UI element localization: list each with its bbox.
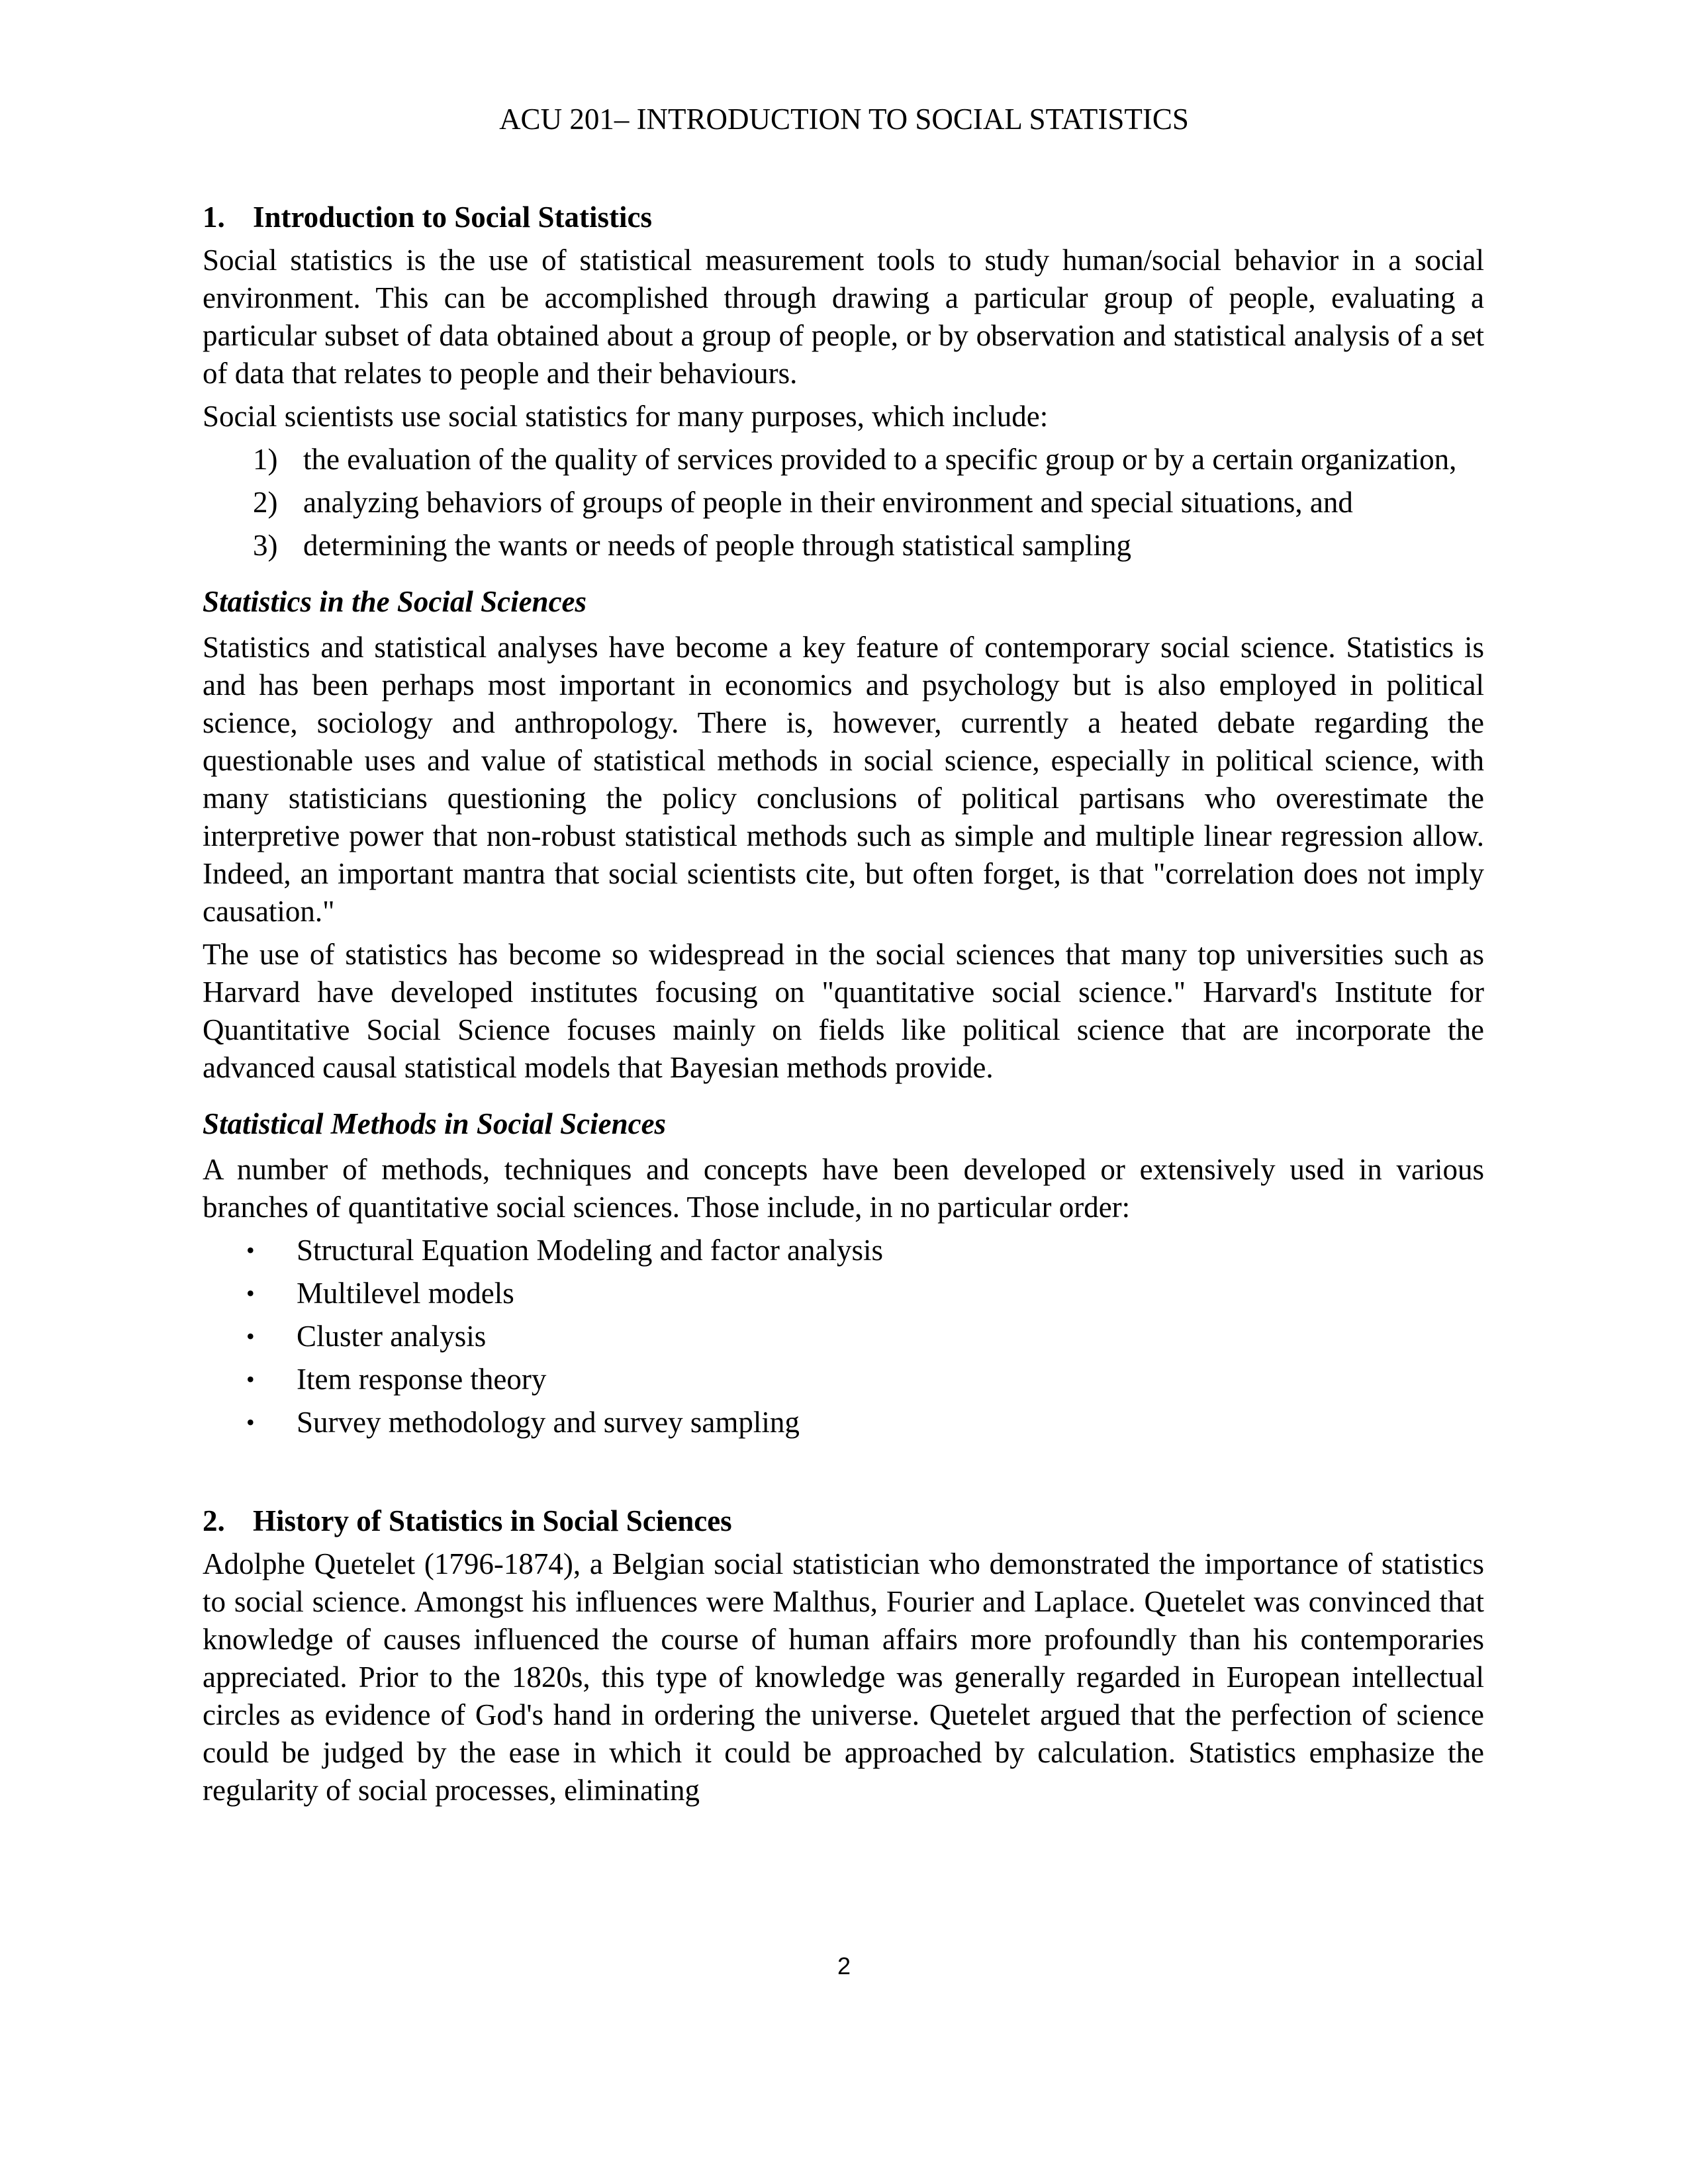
list-item (203, 527, 1484, 565)
list-item (203, 441, 1484, 478)
list-marker: 1) (253, 443, 278, 476)
section-1-intro-paragraph: Social statistics is the use of statistical measurement tools to study human/social behavior in a social environment. This can be accomplished through drawing a particular group of people, evaluating a particular subset of data obtained about a group of people, or by observation and statistical analysis of a set of data that relates to people and their behaviours. (203, 244, 1484, 390)
stats-in-social-sciences-paragraph-2: The use of statistics has become so widespread in the social sciences that many top universities such as Harvard have developed institutes focusing on "quantitative social science." Harvard's Institute for Quantitative Social Science focuses mainly on fields like political science that are incorporate the advanced causal statistical models that Bayesian methods provide. (203, 938, 1484, 1084)
list-item (203, 1404, 1484, 1441)
list-marker: 2) (253, 486, 278, 519)
page-header: ACU 201– INTRODUCTION TO SOCIAL STATISTICS (499, 103, 1189, 136)
section-1-heading (203, 199, 1484, 236)
methods-list (203, 1232, 1484, 1441)
list-item (203, 1318, 1484, 1355)
statistical-methods-heading: Statistical Methods in Social Sciences (203, 1107, 667, 1140)
purposes-lead: Social scientists use social statistics for many purposes, which include: (203, 400, 1049, 433)
section-1-number: 1. (203, 201, 225, 234)
statistical-methods-paragraph: A number of methods, techniques and concepts have been developed or extensively used in various branches of quantitative social sciences. Those include, in no particular order: (203, 1153, 1484, 1224)
list-item-text: the evaluation of the quality of services provided to a specific group or by a certain organization, (303, 443, 1457, 476)
bullet-icon: • (246, 1280, 255, 1306)
list-item-text: analyzing behaviors of groups of people in their environment and special situations, and (303, 486, 1353, 519)
section-2-number: 2. (203, 1504, 225, 1537)
section-1-title: Introduction to Social Statistics (253, 201, 652, 234)
page-number: 2 (837, 1952, 851, 1979)
stats-in-social-sciences-heading: Statistics in the Social Sciences (203, 585, 587, 618)
section-2-title: History of Statistics in Social Sciences (253, 1504, 732, 1537)
purposes-list (203, 441, 1484, 565)
list-item (203, 484, 1484, 522)
list-item (203, 1232, 1484, 1269)
bullet-icon: • (246, 1323, 255, 1349)
list-item-text: Structural Equation Modeling and factor analysis (297, 1234, 884, 1267)
list-marker: 3) (253, 529, 278, 562)
bullet-icon: • (246, 1366, 255, 1392)
list-item-text: determining the wants or needs of people through statistical sampling (303, 529, 1131, 562)
section-spacer (203, 1447, 1484, 1502)
section-2-heading (203, 1502, 1484, 1540)
stats-in-social-sciences-paragraph-1: Statistics and statistical analyses have become a key feature of contemporary social science. Statistics is and has been perhaps most important in economics and psychology but is also employed in political science, sociology and anthropology. There is, however, currently a heated debate regarding the questionable uses and value of statistical methods in social science, especially in political science, with many statisticians questioning the policy conclusions of political partisans who overestimate the interpretive power that non-robust statistical methods such as simple and multiple linear regression allow. Indeed, an important mantra that social scientists cite, but often forget, is that "correlation does not imply causation." (203, 631, 1484, 928)
document-body (203, 199, 1484, 1815)
list-item-text: Survey methodology and survey sampling (297, 1406, 800, 1439)
section-2-paragraph: Adolphe Quetelet (1796-1874), a Belgian social statistician who demonstrated the importance of statistics to social science. Amongst his influences were Malthus, Fourier and Laplace. Quetelet was convinced that knowledge of causes influenced the course of human affairs more profoundly than his contemporaries appreciated. Prior to the 1820s, this type of knowledge was generally regarded in European intellectual circles as evidence of God's hand in ordering the universe. Quetelet argued that the perfection of science could be judged by the ease in which it could be approached by calculation. Statistics emphasize the regularity of social processes, eliminating (203, 1547, 1484, 1807)
list-item (203, 1275, 1484, 1312)
list-item (203, 1361, 1484, 1398)
list-item-text: Cluster analysis (297, 1320, 487, 1353)
list-item-text: Multilevel models (297, 1277, 514, 1310)
bullet-icon: • (246, 1237, 255, 1263)
list-item-text: Item response theory (297, 1363, 547, 1396)
bullet-icon: • (246, 1409, 255, 1435)
